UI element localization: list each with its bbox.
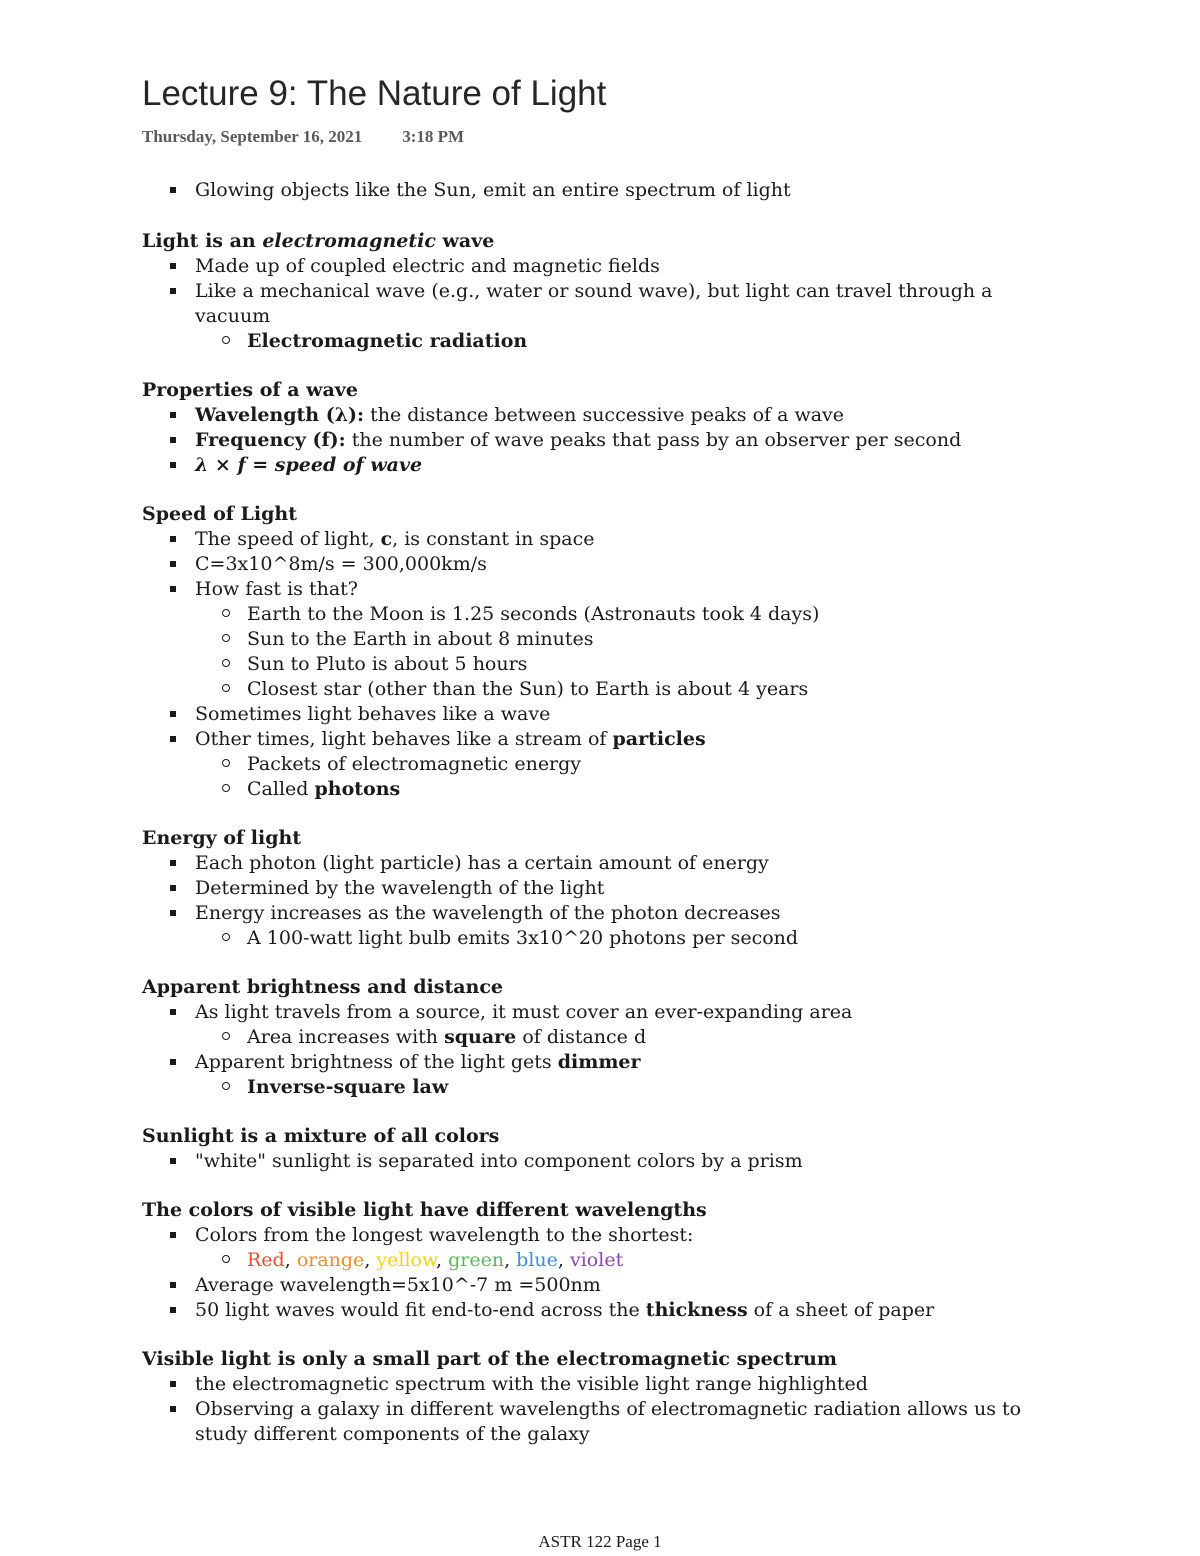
list-item: Each photon (light particle) has a certain amount of energy (142, 851, 1072, 876)
list-item: Made up of coupled electric and magnetic fields (142, 254, 1072, 279)
list-item: Frequency (f): the number of wave peaks that pass by an observer per second (142, 428, 1072, 453)
formula-text: λ × f = speed of wave (195, 454, 423, 476)
color-word-green: green (448, 1249, 505, 1271)
sub-list-item: Area increases with square of distance d (142, 1025, 1072, 1050)
sub-list-item: Sun to the Earth in about 8 minutes (142, 627, 1072, 652)
page-title: Lecture 9: The Nature of Light (142, 74, 607, 113)
section-heading: Speed of Light (142, 503, 297, 525)
list-item: Apparent brightness of the light gets dimmer (142, 1050, 1072, 1075)
sub-list-item: Earth to the Moon is 1.25 seconds (Astronauts took 4 days) (142, 602, 1072, 627)
emphasis-text: electromagnetic (262, 230, 436, 252)
list-item: Like a mechanical wave (e.g., water or sound wave), but light can travel through a vacuum (142, 279, 1072, 329)
list-item: Energy increases as the wavelength of the photon decreases (142, 901, 1072, 926)
sub-list-item: Closest star (other than the Sun) to Earth is about 4 years (142, 677, 1072, 702)
list-item: Colors from the longest wavelength to the shortest: (142, 1223, 1072, 1248)
note-timestamp (142, 127, 464, 147)
list-item: C=3x10^8m/s = 300,000km/s (142, 552, 1072, 577)
color-word-red: Red (247, 1249, 285, 1271)
section-heading: Light is an electromagnetic wave (142, 230, 495, 252)
note-time: 3:18 PM (402, 127, 465, 146)
list-item: Wavelength (λ): the distance between successive peaks of a wave (142, 403, 1072, 428)
sub-list-item: A 100-watt light bulb emits 3x10^20 photons per second (142, 926, 1072, 951)
sub-list-item-colors: Red, orange, yellow, green, blue, violet (142, 1248, 1072, 1273)
page-footer: ASTR 122 Page 1 (538, 1532, 662, 1551)
list-item: Observing a galaxy in different wavelengths of electromagnetic radiation allows us to study different components of the galaxy (142, 1397, 1072, 1447)
list-item: Average wavelength=5x10^-7 m =500nm (142, 1273, 1072, 1298)
list-item: How fast is that? (142, 577, 1072, 602)
color-word-yellow: yellow (376, 1249, 436, 1271)
section-heading: Properties of a wave (142, 379, 358, 401)
list-item (142, 453, 1072, 478)
sub-list-item: Called photons (142, 777, 1072, 802)
list-item: Determined by the wavelength of the light (142, 876, 1072, 901)
section-heading: Visible light is only a small part of the electromagnetic spectrum (142, 1348, 837, 1370)
list-item: Other times, light behaves like a stream of particles (142, 727, 1072, 752)
section-heading: Energy of light (142, 827, 302, 849)
list-item: "white" sunlight is separated into component colors by a prism (142, 1149, 1072, 1174)
list-item: 50 light waves would fit end-to-end across the thickness of a sheet of paper (142, 1298, 1072, 1323)
note-body (142, 178, 1072, 1447)
section-heading: Sunlight is a mixture of all colors (142, 1125, 500, 1147)
color-word-violet: violet (570, 1249, 624, 1271)
sub-list-item: Inverse-square law (142, 1075, 1072, 1100)
section-heading: The colors of visible light have different wavelengths (142, 1199, 707, 1221)
sub-list-item: Sun to Pluto is about 5 hours (142, 652, 1072, 677)
list-item: the electromagnetic spectrum with the visible light range highlighted (142, 1372, 1072, 1397)
list-item: Glowing objects like the Sun, emit an entire spectrum of light (142, 178, 1072, 203)
sub-list-item: Packets of electromagnetic energy (142, 752, 1072, 777)
section-heading: Apparent brightness and distance (142, 976, 504, 998)
color-word-blue: blue (516, 1249, 558, 1271)
list-item: As light travels from a source, it must cover an ever-expanding area (142, 1000, 1072, 1025)
sub-list-item: Electromagnetic radiation (142, 329, 1072, 354)
note-date: Thursday, September 16, 2021 (142, 127, 363, 146)
color-word-orange: orange (296, 1249, 365, 1271)
list-item: The speed of light, c, is constant in space (142, 527, 1072, 552)
list-item: Sometimes light behaves like a wave (142, 702, 1072, 727)
